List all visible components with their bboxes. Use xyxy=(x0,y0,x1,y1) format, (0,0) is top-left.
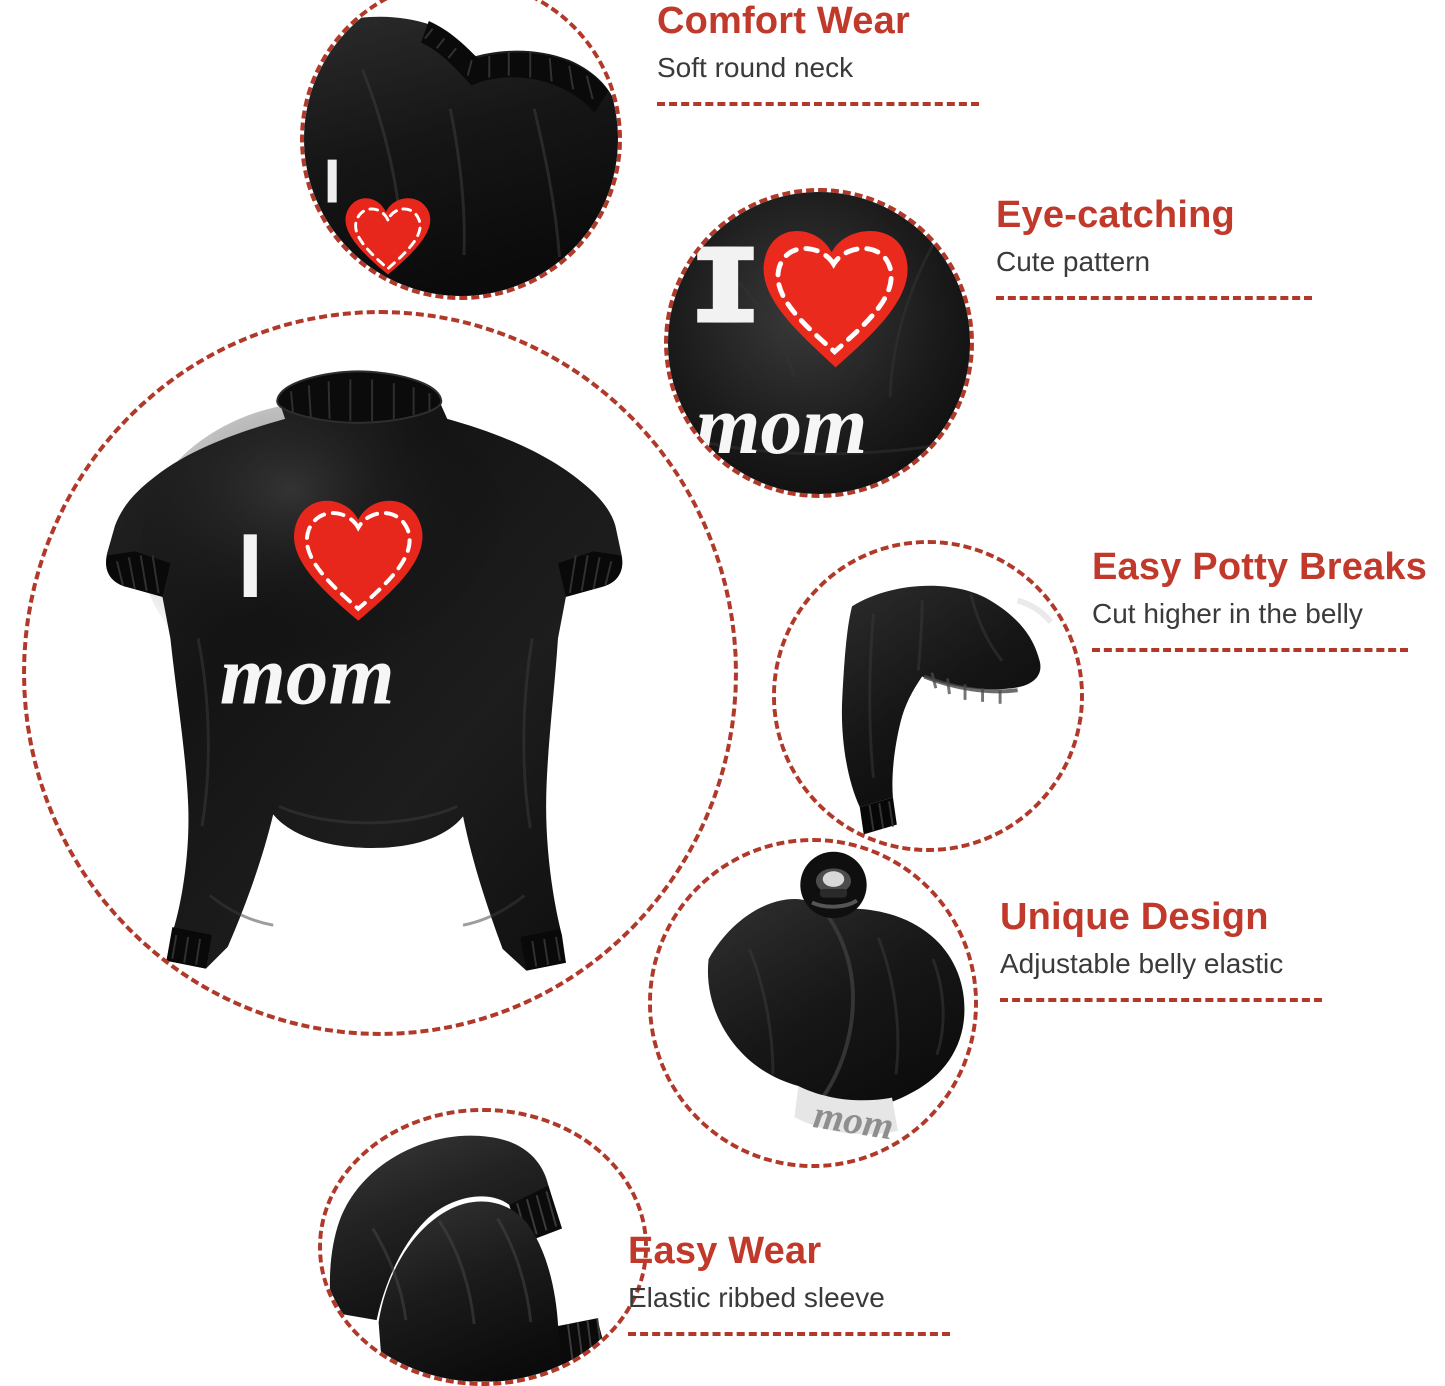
svg-text:I: I xyxy=(323,147,341,217)
feature-title: Eye-catching xyxy=(996,194,1235,236)
belly-cut-detail-circle xyxy=(772,540,1084,852)
garment-print-line1 xyxy=(0,0,1,1)
feature-title: Comfort Wear xyxy=(657,0,910,42)
feature-title: Easy Wear xyxy=(628,1230,822,1272)
feature-subtitle: Adjustable belly elastic xyxy=(1000,947,1284,979)
feature-easy-wear xyxy=(628,1232,950,1336)
sleeve-detail-circle xyxy=(318,1108,648,1386)
feature-divider xyxy=(1000,998,1322,1002)
feature-divider xyxy=(1092,648,1408,652)
feature-subtitle: Cute pattern xyxy=(996,245,1151,277)
belly-cut-detail-image xyxy=(776,544,1080,848)
svg-text:mom: mom xyxy=(695,379,868,473)
feature-title: Unique Design xyxy=(1000,896,1269,938)
feature-divider xyxy=(657,102,979,106)
collar-detail-circle xyxy=(300,0,622,300)
feature-easy-potty-breaks xyxy=(1092,548,1427,652)
collar-detail-image xyxy=(304,0,618,296)
svg-text:mom: mom xyxy=(219,628,395,723)
garment-print-line2 xyxy=(0,0,1,1)
main-pajama-image xyxy=(26,314,734,1032)
feature-eye-catching xyxy=(996,196,1312,300)
feature-divider xyxy=(996,296,1312,300)
svg-text:I: I xyxy=(237,515,263,617)
logo-detail-image xyxy=(668,192,970,494)
feature-unique-design xyxy=(1000,898,1322,1002)
logo-detail-circle xyxy=(664,188,974,498)
belly-elastic-detail-circle xyxy=(648,838,978,1168)
svg-text:mom: mom xyxy=(810,1093,897,1149)
feature-comfort-wear xyxy=(657,2,979,106)
feature-subtitle: Cut higher in the belly xyxy=(1092,597,1363,629)
feature-subtitle: Elastic ribbed sleeve xyxy=(628,1281,885,1313)
main-product-circle xyxy=(22,310,738,1036)
feature-subtitle: Soft round neck xyxy=(657,51,854,83)
feature-divider xyxy=(628,1332,950,1336)
belly-elastic-detail-image xyxy=(652,842,974,1164)
feature-title: Easy Potty Breaks xyxy=(1092,546,1428,588)
sleeve-detail-image xyxy=(322,1112,644,1382)
